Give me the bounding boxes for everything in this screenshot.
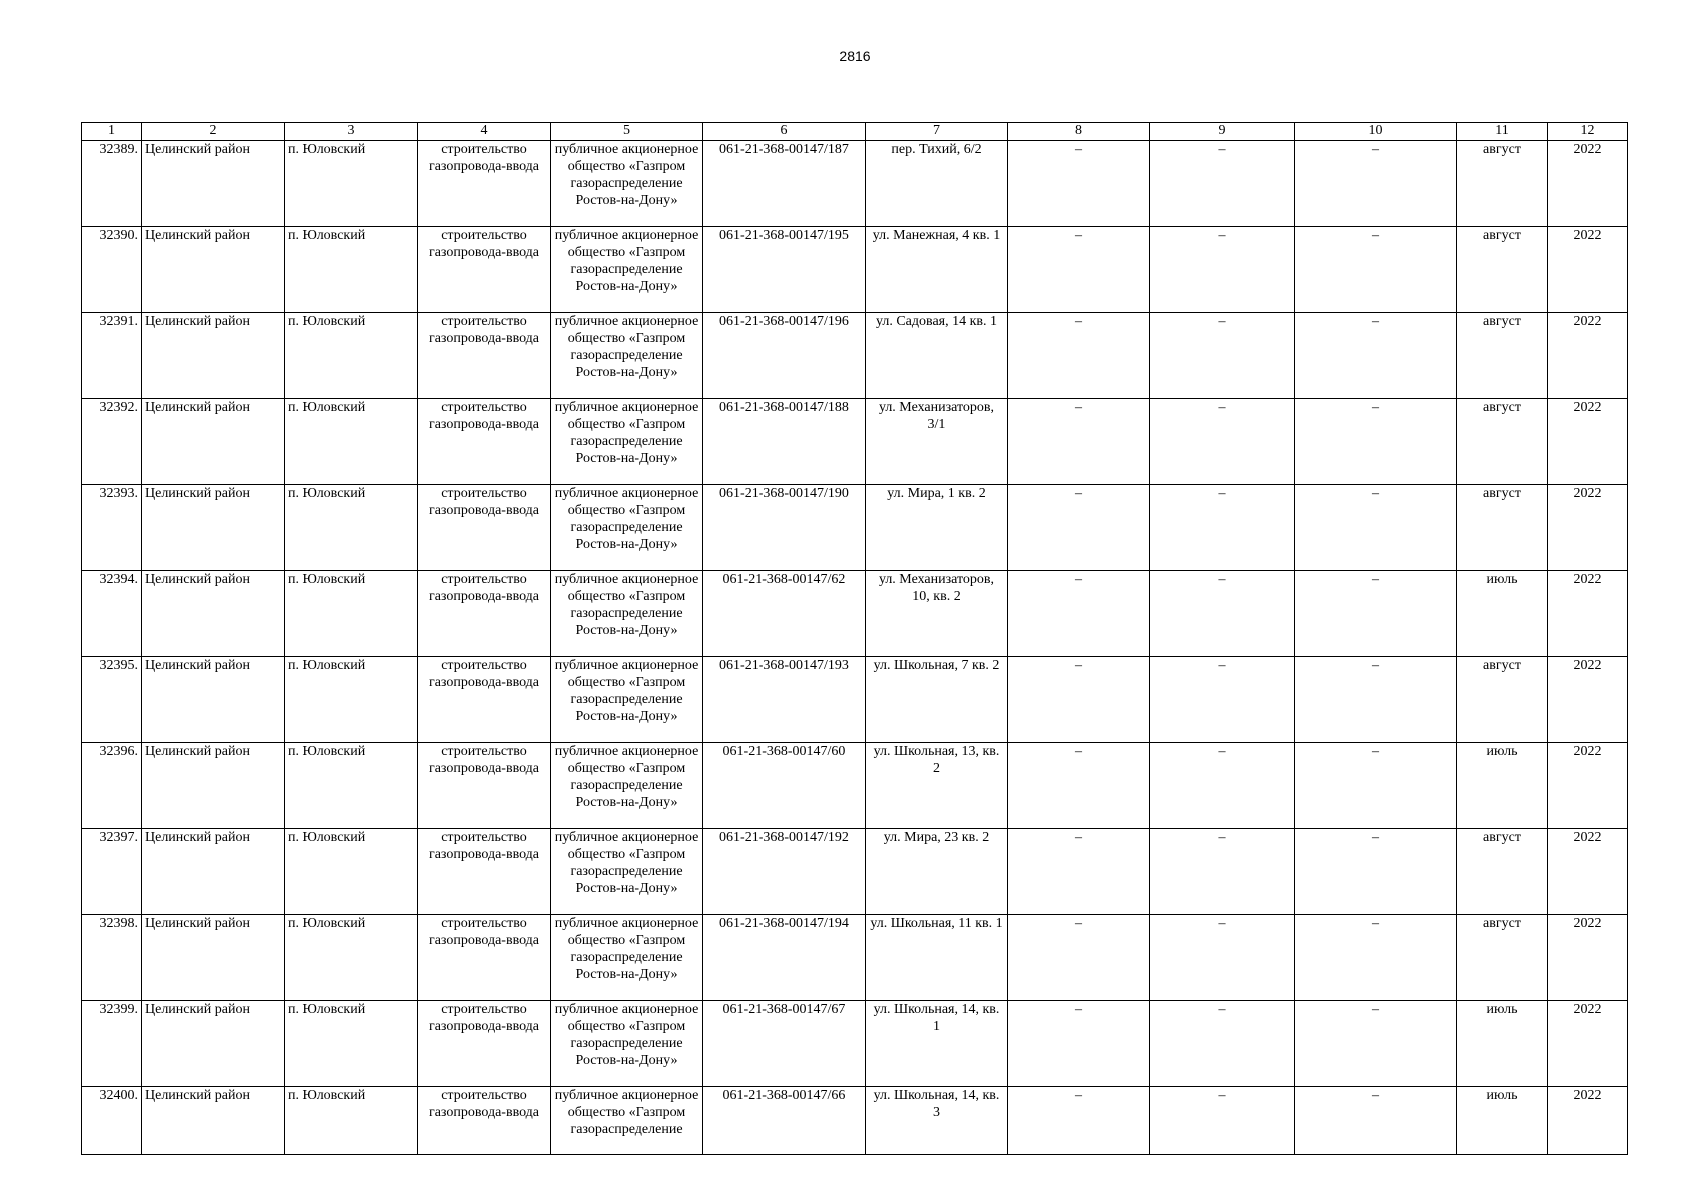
month-cell: август bbox=[1457, 829, 1548, 915]
work-type-cell: строительство газопровода-ввода bbox=[418, 915, 551, 1001]
owner-cell: публичное акционерное общество «Газпром газораспределение Ростов-на-Дону» bbox=[551, 313, 703, 399]
column-8-cell: – bbox=[1008, 1087, 1150, 1155]
owner-cell: публичное акционерное общество «Газпром газораспределение Ростов-на-Дону» bbox=[551, 227, 703, 313]
row-number-cell: 32398. bbox=[82, 915, 142, 1001]
column-10-cell: – bbox=[1295, 313, 1457, 399]
row-number-cell: 32389. bbox=[82, 141, 142, 227]
address-cell: ул. Школьная, 14, кв. 1 bbox=[866, 1001, 1008, 1087]
column-10-cell: – bbox=[1295, 915, 1457, 1001]
year-cell: 2022 bbox=[1548, 829, 1628, 915]
address-cell: ул. Механизаторов, 10, кв. 2 bbox=[866, 571, 1008, 657]
table-row bbox=[82, 657, 1628, 743]
district-cell: Целинский район bbox=[142, 227, 285, 313]
address-cell: пер. Тихий, 6/2 bbox=[866, 141, 1008, 227]
registry-table bbox=[81, 122, 1628, 1155]
row-number-cell: 32394. bbox=[82, 571, 142, 657]
address-cell: ул. Садовая, 14 кв. 1 bbox=[866, 313, 1008, 399]
row-number-cell: 32397. bbox=[82, 829, 142, 915]
column-10-cell: – bbox=[1295, 1087, 1457, 1155]
work-type-cell: строительство газопровода-ввода bbox=[418, 743, 551, 829]
locality-cell: п. Юловский bbox=[285, 915, 418, 1001]
district-cell: Целинский район bbox=[142, 915, 285, 1001]
row-number-cell: 32395. bbox=[82, 657, 142, 743]
address-cell: ул. Мира, 1 кв. 2 bbox=[866, 485, 1008, 571]
column-header: 12 bbox=[1548, 123, 1628, 141]
table-row bbox=[82, 227, 1628, 313]
address-cell: ул. Школьная, 11 кв. 1 bbox=[866, 915, 1008, 1001]
row-number-cell: 32399. bbox=[82, 1001, 142, 1087]
column-10-cell: – bbox=[1295, 141, 1457, 227]
column-10-cell: – bbox=[1295, 743, 1457, 829]
column-header: 3 bbox=[285, 123, 418, 141]
registry-code-cell: 061-21-368-00147/62 bbox=[703, 571, 866, 657]
district-cell: Целинский район bbox=[142, 1001, 285, 1087]
month-cell: июль bbox=[1457, 743, 1548, 829]
locality-cell: п. Юловский bbox=[285, 1087, 418, 1155]
registry-code-cell: 061-21-368-00147/67 bbox=[703, 1001, 866, 1087]
column-9-cell: – bbox=[1150, 141, 1295, 227]
column-header: 4 bbox=[418, 123, 551, 141]
owner-cell: публичное акционерное общество «Газпром газораспределение Ростов-на-Дону» bbox=[551, 1001, 703, 1087]
locality-cell: п. Юловский bbox=[285, 1001, 418, 1087]
locality-cell: п. Юловский bbox=[285, 743, 418, 829]
work-type-cell: строительство газопровода-ввода bbox=[418, 227, 551, 313]
column-header: 10 bbox=[1295, 123, 1457, 141]
locality-cell: п. Юловский bbox=[285, 141, 418, 227]
row-number-cell: 32392. bbox=[82, 399, 142, 485]
registry-body bbox=[82, 141, 1628, 1155]
district-cell: Целинский район bbox=[142, 399, 285, 485]
column-8-cell: – bbox=[1008, 399, 1150, 485]
column-10-cell: – bbox=[1295, 1001, 1457, 1087]
column-10-cell: – bbox=[1295, 485, 1457, 571]
row-number-cell: 32400. bbox=[82, 1087, 142, 1155]
district-cell: Целинский район bbox=[142, 1087, 285, 1155]
work-type-cell: строительство газопровода-ввода bbox=[418, 1001, 551, 1087]
table-row bbox=[82, 485, 1628, 571]
year-cell: 2022 bbox=[1548, 915, 1628, 1001]
column-9-cell: – bbox=[1150, 1001, 1295, 1087]
column-header: 8 bbox=[1008, 123, 1150, 141]
column-8-cell: – bbox=[1008, 1001, 1150, 1087]
work-type-cell: строительство газопровода-ввода bbox=[418, 485, 551, 571]
column-9-cell: – bbox=[1150, 571, 1295, 657]
district-cell: Целинский район bbox=[142, 743, 285, 829]
owner-cell: публичное акционерное общество «Газпром газораспределение Ростов-на-Дону» bbox=[551, 571, 703, 657]
year-cell: 2022 bbox=[1548, 141, 1628, 227]
work-type-cell: строительство газопровода-ввода bbox=[418, 399, 551, 485]
district-cell: Целинский район bbox=[142, 571, 285, 657]
district-cell: Целинский район bbox=[142, 313, 285, 399]
column-8-cell: – bbox=[1008, 571, 1150, 657]
address-cell: ул. Механизаторов, 3/1 bbox=[866, 399, 1008, 485]
owner-cell: публичное акционерное общество «Газпром газораспределение Ростов-на-Дону» bbox=[551, 743, 703, 829]
locality-cell: п. Юловский bbox=[285, 657, 418, 743]
column-header: 2 bbox=[142, 123, 285, 141]
column-8-cell: – bbox=[1008, 915, 1150, 1001]
month-cell: август bbox=[1457, 141, 1548, 227]
column-8-cell: – bbox=[1008, 227, 1150, 313]
row-number-cell: 32396. bbox=[82, 743, 142, 829]
owner-cell: публичное акционерное общество «Газпром газораспределение Ростов-на-Дону» bbox=[551, 399, 703, 485]
address-cell: ул. Манежная, 4 кв. 1 bbox=[866, 227, 1008, 313]
column-header: 9 bbox=[1150, 123, 1295, 141]
district-cell: Целинский район bbox=[142, 829, 285, 915]
work-type-cell: строительство газопровода-ввода bbox=[418, 657, 551, 743]
column-9-cell: – bbox=[1150, 657, 1295, 743]
row-number-cell: 32391. bbox=[82, 313, 142, 399]
column-9-cell: – bbox=[1150, 399, 1295, 485]
column-8-cell: – bbox=[1008, 829, 1150, 915]
registry-code-cell: 061-21-368-00147/195 bbox=[703, 227, 866, 313]
work-type-cell: строительство газопровода-ввода bbox=[418, 571, 551, 657]
district-cell: Целинский район bbox=[142, 657, 285, 743]
owner-cell: публичное акционерное общество «Газпром газораспределение Ростов-на-Дону» bbox=[551, 657, 703, 743]
owner-cell: публичное акционерное общество «Газпром газораспределение Ростов-на-Дону» bbox=[551, 915, 703, 1001]
address-cell: ул. Школьная, 13, кв. 2 bbox=[866, 743, 1008, 829]
column-9-cell: – bbox=[1150, 1087, 1295, 1155]
work-type-cell: строительство газопровода-ввода bbox=[418, 313, 551, 399]
year-cell: 2022 bbox=[1548, 1087, 1628, 1155]
table-row bbox=[82, 1001, 1628, 1087]
year-cell: 2022 bbox=[1548, 657, 1628, 743]
address-cell: ул. Мира, 23 кв. 2 bbox=[866, 829, 1008, 915]
table-row bbox=[82, 313, 1628, 399]
column-9-cell: – bbox=[1150, 485, 1295, 571]
address-cell: ул. Школьная, 14, кв. 3 bbox=[866, 1087, 1008, 1155]
locality-cell: п. Юловский bbox=[285, 571, 418, 657]
table-row bbox=[82, 571, 1628, 657]
column-10-cell: – bbox=[1295, 571, 1457, 657]
table-row bbox=[82, 743, 1628, 829]
column-10-cell: – bbox=[1295, 657, 1457, 743]
district-cell: Целинский район bbox=[142, 485, 285, 571]
table-row bbox=[82, 141, 1628, 227]
locality-cell: п. Юловский bbox=[285, 829, 418, 915]
locality-cell: п. Юловский bbox=[285, 313, 418, 399]
work-type-cell: строительство газопровода-ввода bbox=[418, 829, 551, 915]
registry-code-cell: 061-21-368-00147/192 bbox=[703, 829, 866, 915]
column-9-cell: – bbox=[1150, 313, 1295, 399]
month-cell: август bbox=[1457, 399, 1548, 485]
year-cell: 2022 bbox=[1548, 1001, 1628, 1087]
registry-code-cell: 061-21-368-00147/60 bbox=[703, 743, 866, 829]
column-header: 7 bbox=[866, 123, 1008, 141]
work-type-cell: строительство газопровода-ввода bbox=[418, 1087, 551, 1155]
registry-code-cell: 061-21-368-00147/188 bbox=[703, 399, 866, 485]
row-number-cell: 32393. bbox=[82, 485, 142, 571]
column-9-cell: – bbox=[1150, 743, 1295, 829]
month-cell: август bbox=[1457, 657, 1548, 743]
column-9-cell: – bbox=[1150, 829, 1295, 915]
column-header: 11 bbox=[1457, 123, 1548, 141]
column-8-cell: – bbox=[1008, 141, 1150, 227]
column-10-cell: – bbox=[1295, 399, 1457, 485]
table-row bbox=[82, 915, 1628, 1001]
column-8-cell: – bbox=[1008, 657, 1150, 743]
year-cell: 2022 bbox=[1548, 227, 1628, 313]
month-cell: июль bbox=[1457, 1001, 1548, 1087]
owner-cell: публичное акционерное общество «Газпром газораспределение Ростов-на-Дону» bbox=[551, 485, 703, 571]
month-cell: август bbox=[1457, 227, 1548, 313]
year-cell: 2022 bbox=[1548, 571, 1628, 657]
registry-code-cell: 061-21-368-00147/187 bbox=[703, 141, 866, 227]
column-9-cell: – bbox=[1150, 915, 1295, 1001]
column-header: 1 bbox=[82, 123, 142, 141]
year-cell: 2022 bbox=[1548, 313, 1628, 399]
registry-code-cell: 061-21-368-00147/196 bbox=[703, 313, 866, 399]
table-row bbox=[82, 1087, 1628, 1155]
column-header: 6 bbox=[703, 123, 866, 141]
month-cell: июль bbox=[1457, 571, 1548, 657]
locality-cell: п. Юловский bbox=[285, 399, 418, 485]
registry-code-cell: 061-21-368-00147/193 bbox=[703, 657, 866, 743]
locality-cell: п. Юловский bbox=[285, 485, 418, 571]
registry-code-cell: 061-21-368-00147/190 bbox=[703, 485, 866, 571]
month-cell: июль bbox=[1457, 1087, 1548, 1155]
address-cell: ул. Школьная, 7 кв. 2 bbox=[866, 657, 1008, 743]
table-row bbox=[82, 829, 1628, 915]
locality-cell: п. Юловский bbox=[285, 227, 418, 313]
owner-cell: публичное акционерное общество «Газпром газораспределение Ростов-на-Дону» bbox=[551, 141, 703, 227]
table-row bbox=[82, 399, 1628, 485]
column-10-cell: – bbox=[1295, 829, 1457, 915]
row-number-cell: 32390. bbox=[82, 227, 142, 313]
header-row bbox=[82, 123, 1628, 141]
registry-code-cell: 061-21-368-00147/194 bbox=[703, 915, 866, 1001]
column-9-cell: – bbox=[1150, 227, 1295, 313]
district-cell: Целинский район bbox=[142, 141, 285, 227]
month-cell: август bbox=[1457, 915, 1548, 1001]
column-header: 5 bbox=[551, 123, 703, 141]
month-cell: август bbox=[1457, 485, 1548, 571]
owner-cell: публичное акционерное общество «Газпром газораспределение Ростов-на-Дону» bbox=[551, 829, 703, 915]
column-10-cell: – bbox=[1295, 227, 1457, 313]
registry-code-cell: 061-21-368-00147/66 bbox=[703, 1087, 866, 1155]
column-8-cell: – bbox=[1008, 743, 1150, 829]
month-cell: август bbox=[1457, 313, 1548, 399]
work-type-cell: строительство газопровода-ввода bbox=[418, 141, 551, 227]
year-cell: 2022 bbox=[1548, 399, 1628, 485]
owner-cell: публичное акционерное общество «Газпром газораспределение bbox=[551, 1087, 703, 1155]
column-8-cell: – bbox=[1008, 313, 1150, 399]
page-number: 2816 bbox=[839, 48, 871, 64]
column-8-cell: – bbox=[1008, 485, 1150, 571]
year-cell: 2022 bbox=[1548, 743, 1628, 829]
year-cell: 2022 bbox=[1548, 485, 1628, 571]
